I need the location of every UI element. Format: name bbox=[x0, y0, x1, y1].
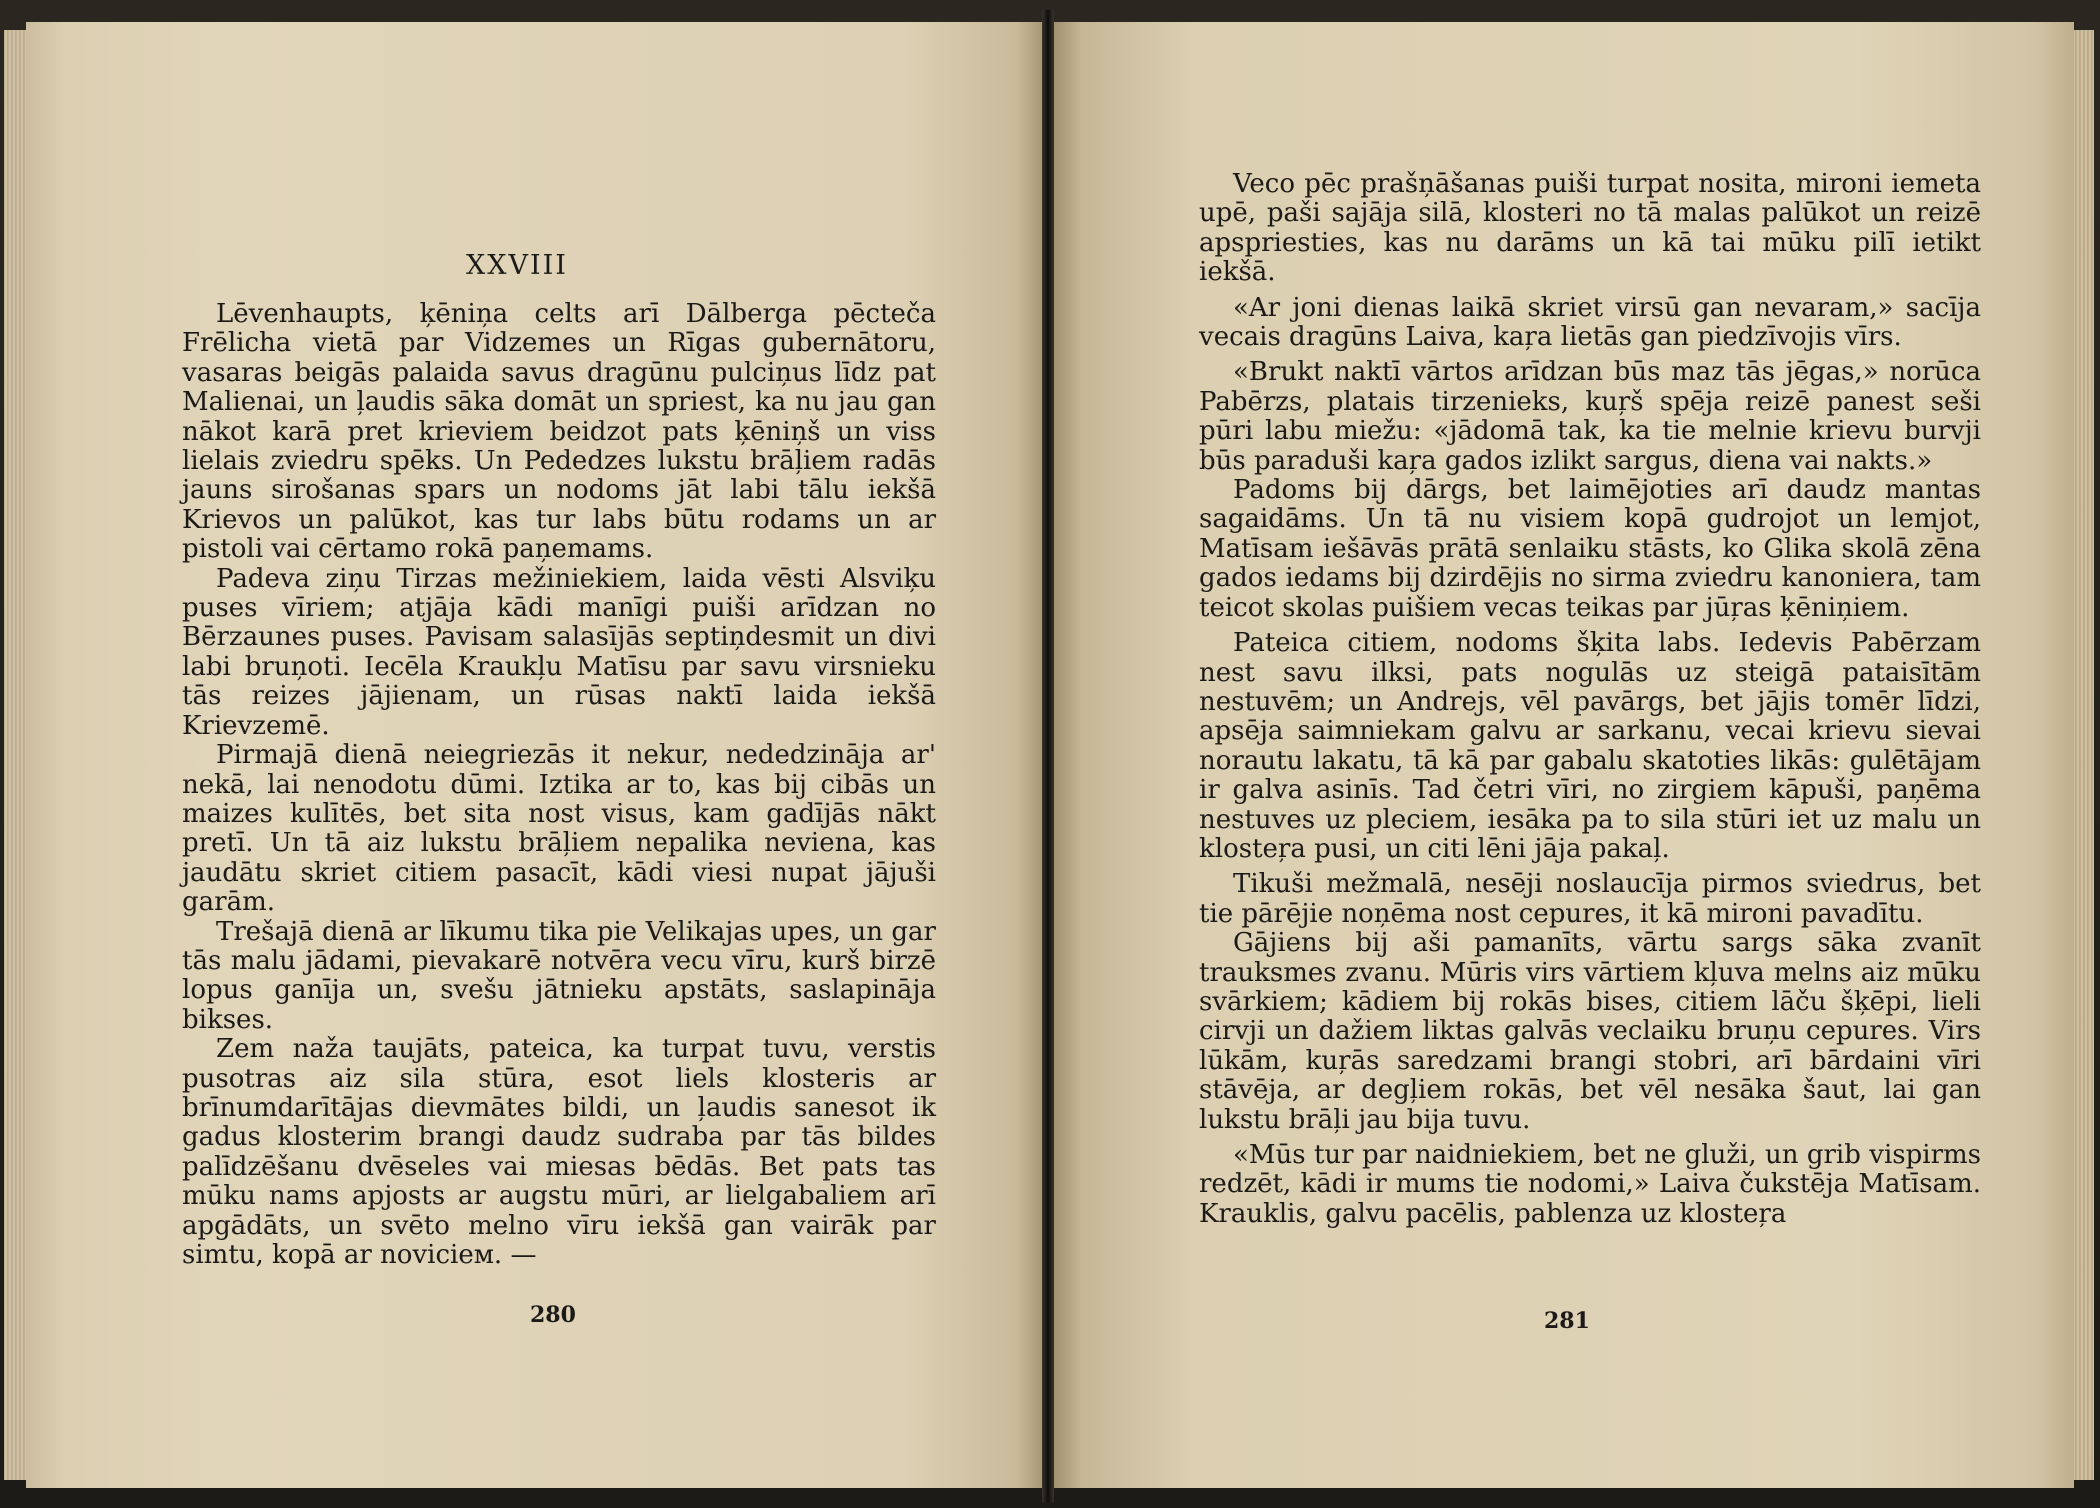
left-page-edges bbox=[4, 30, 28, 1480]
paragraph: Pateica citiem, nodoms šķita labs. Iedevis Pabērzam nest savu ilksi, pats nogulās uz steigā pataisītām nestuvēm; un Andrejs, vēl pavārgs, bet jājis tomēr līdzi, apsēja saimniekam galvu ar sarkanu, vecai krievu sievai norautu lakatu, tā kā par gabalu skatoties likās: gulētājam ir galva asinīs. Tad četri vīri, no zirgiem kāpuši, paņēma nestuves uz pleciem, iesāka pa to sila stūri iet uz malu un klosteŗa pusi, un citi lēni jāja pakaļ. bbox=[1199, 628, 1981, 864]
paragraph: Padoms bij dārgs, bet laimējoties arī daudz mantas sagaidāms. Un tā nu visiem kopā gudrojot un lemjot, Matīsam iešāvās prātā senlaiku stāsts, ko Glika skolā zēna gados iedams bij dzirdējis no sirma zviedru kanoniera, tam teicot skolas puišiem vecas teikas par jūŗas ķēniņiem. bbox=[1199, 475, 1981, 623]
paragraph: Padeva ziņu Tirzas mežiniekiem, laida vēsti Alsviķu puses vīriem; atjāja kādi manīgi puiši arīdzan no Bērzaunes puses. Pavisam salasījās septiņdesmit un divi labi bruņoti. Iecēla Kraukļu Matīsu par savu virsnieku tās reizes jājienam, un rūsas naktī laida iekšā Krievzemē. bbox=[182, 563, 936, 741]
paragraph: Gājiens bij aši pamanīts, vārtu sargs sāka zvanīt trauksmes zvanu. Mūris virs vārtiem kļuva melns aiz mūku svārkiem; kādiem bij rokās bises, citiem lāču šķēpi, lieli cirvji un dažiem liktas galvās veclaiku bruņu cepures. Virs lūkām, kuŗās saredzami brangi stobri, arī bārdaini vīri stāvēja, ar degļiem rokās, bet vēl nesāka šaut, lai gan lukstu brāļi jau bija tuvu. bbox=[1199, 928, 1981, 1135]
left-page bbox=[26, 22, 1042, 1488]
paragraph: «Brukt naktī vārtos arīdzan būs maz tās jēgas,» norūca Pabērzs, platais tirzenieks, kuŗš spēja reizē panest seši pūri labu miežu: «jādomā tak, ka tie melnie krievu burvji būs paraduši kaŗa gados izlikt sargus, diena vai nakts.» bbox=[1199, 357, 1981, 476]
paragraph: Lēvenhaupts, ķēniņa celts arī Dālberga pēcteča Frēlicha vietā par Vidzemes un Rīgas gubernātoru, vasaras beigās palaida savus dragūnu pulciņus līdz pat Malienai, un ļaudis sāka domāt un spriest, ka nu jau gan nākot karā pret krieviem beidzot pats ķēniņš un viss lielais zviedru spēks. Un Pededzes lukstu brāļiem radās jauns sirošanas spars un nodoms jāt labi tālu iekšā Krievos un palūkot, kas tur labs būtu rodams un ar pistoli vai cērtamo rokā paņemams. bbox=[182, 299, 936, 565]
paragraph: Trešajā dienā ar līkumu tika pie Velikajas upes, un gar tās malu jādami, pievakarē notvēra vecu vīru, kurš birzē lopus ganīja un, svešu jātnieku apstāts, saslapināja bikses. bbox=[182, 916, 936, 1035]
paragraph: «Ar joni dienas laikā skriet virsū gan nevaram,» sacīja vecais dragūns Laiva, kaŗa lietās gan piedzīvojis vīrs. bbox=[1199, 292, 1981, 353]
book-gutter bbox=[1042, 10, 1054, 1502]
left-page-text bbox=[182, 300, 936, 1270]
paragraph: Tikuši mežmalā, nesēji noslaucīja pirmos sviedrus, bet tie pārējie noņēma nost cepures, it kā mironi pavadītu. bbox=[1199, 869, 1981, 929]
page-number: 281 bbox=[1544, 1308, 1590, 1334]
paragraph: Veco pēc prašņāšanas puiši turpat nosita, mironi iemeta upē, paši sajāja silā, klosteri no tā malas palūkot un reizē apspriesties, kas nu darāms un kā tai mūku pilī ietikt iekšā. bbox=[1199, 169, 1981, 288]
paragraph: Pirmajā dienā neiegriezās it nekur, nededzināja ar' nekā, lai nenodotu dūmi. Iztika ar to, kas bij cibās un maizes kulītēs, bet sita nost visus, kam gadījās nākt pretī. Un tā aiz lukstu brāļiem nepalika neviena, kas jaudātu skriet citiem pasacīt, kādi viesi nupat jājuši garām. bbox=[182, 740, 936, 918]
chapter-heading: XXVIII bbox=[466, 250, 568, 281]
paragraph: «Mūs tur par naidniekiem, bet ne gluži, un grib vispirms redzēt, kādi ir mums tie nodomi,» Laiva čukstēja Matīsam. Krauklis, galvu pacēlis, pablenza uz klosteŗa bbox=[1199, 1140, 1981, 1229]
paragraph: Zem naža taujāts, pateica, ka turpat tuvu, verstis pusotras aiz sila stūra, esot liels klosteris ar brīnumdarītājas dievmātes bildi, un ļaudis sanesot ik gadus klosterim brangi daudz sudraba par tās bildes palīdzēšanu dvēseles vai miesas bēdās. Bet pats tas mūku nams apjosts ar augstu mūri, ar lielgabaliem arī apgādāts, un svēto melno vīru iekšā gan vairāk par simtu, kopā ar novicieм. — bbox=[182, 1034, 936, 1270]
page-number: 280 bbox=[530, 1302, 576, 1328]
right-page-text bbox=[1199, 170, 1981, 1229]
right-page bbox=[1054, 22, 2074, 1488]
